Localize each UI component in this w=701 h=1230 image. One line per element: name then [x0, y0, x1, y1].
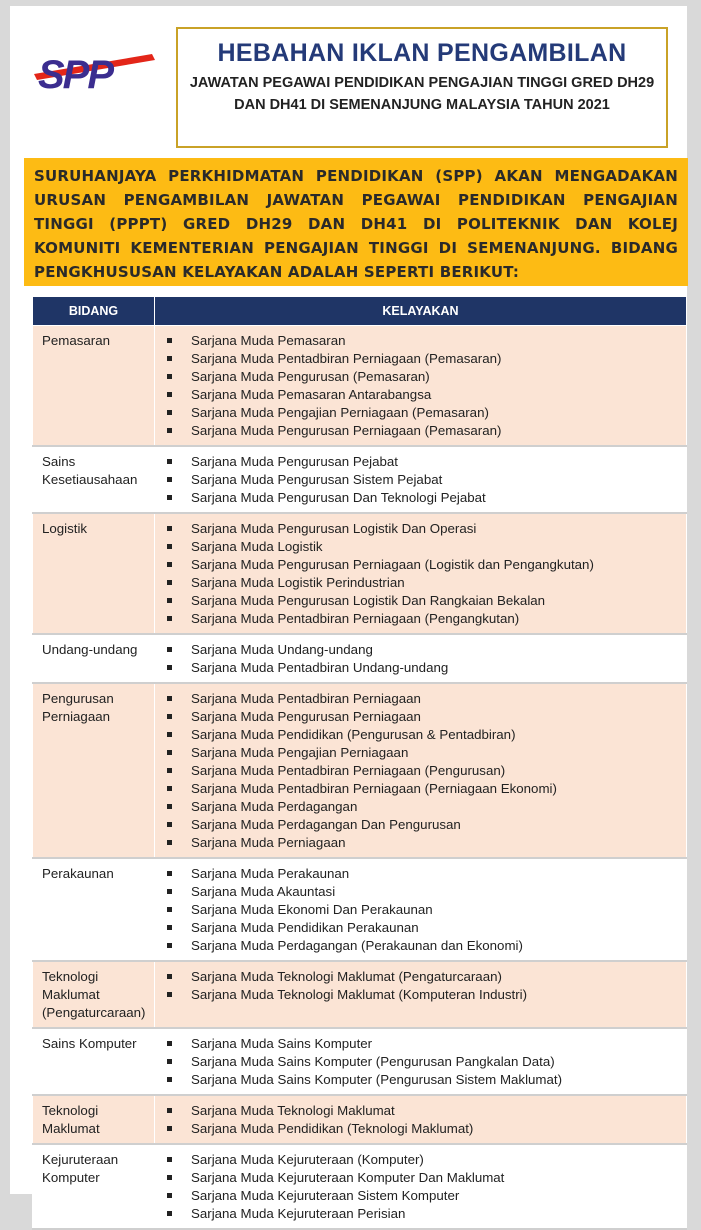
kelayakan-list: [164, 865, 678, 955]
list-item: Sarjana Muda Logistik Perindustrian: [166, 574, 678, 592]
list-item: Sarjana Muda Undang-undang: [166, 641, 678, 659]
kelayakan-cell: [155, 1028, 687, 1095]
kelayakan-list: [164, 1102, 678, 1138]
list-item: Sarjana Muda Pengurusan Perniagaan (Logistik dan Pengangkutan): [166, 556, 678, 574]
list-item: Sarjana Muda Pengajian Perniagaan: [166, 744, 678, 762]
list-item: Sarjana Muda Perdagangan (Perakaunan dan Ekonomi): [166, 937, 678, 955]
table-row: [33, 683, 687, 858]
list-item: Sarjana Muda Logistik: [166, 538, 678, 556]
kelayakan-cell: [155, 513, 687, 634]
kelayakan-list: [164, 332, 678, 440]
table-row: [33, 1144, 687, 1229]
list-item: Sarjana Muda Pengurusan (Pemasaran): [166, 368, 678, 386]
list-item: Sarjana Muda Pengurusan Pejabat: [166, 453, 678, 471]
list-item: Sarjana Muda Sains Komputer: [166, 1035, 678, 1053]
list-item: Sarjana Muda Pemasaran: [166, 332, 678, 350]
bidang-cell: Teknologi Maklumat: [33, 1095, 155, 1144]
header-bidang: BIDANG: [33, 297, 155, 326]
list-item: Sarjana Muda Perdagangan Dan Pengurusan: [166, 816, 678, 834]
bidang-cell: Undang-undang: [33, 634, 155, 683]
table-row: [33, 1028, 687, 1095]
poster: [10, 6, 687, 1221]
kelayakan-cell: [155, 683, 687, 858]
table-row: [33, 858, 687, 961]
list-item: Sarjana Muda Pengurusan Logistik Dan Operasi: [166, 520, 678, 538]
intro-banner: SURUHANJAYA PERKHIDMATAN PENDIDIKAN (SPP) AKAN MENGADAKAN URUSAN PENGAMBILAN JAWATAN PEGAWAI PENDIDIKAN PENGAJIAN TINGGI (PPPT) GRED DH29 DAN DH41 DI POLITEKNIK DAN KOLEJ KOMUNITI KEMENTERIAN PENGAJIAN TINGGI DI SEMENANJUNG. BIDANG PENGKHUSUSAN KELAYAKAN ADALAH SEPERTI BERIKUT:: [24, 158, 688, 286]
logo-lettering: SPP: [38, 53, 113, 96]
list-item: Sarjana Muda Perniagaan: [166, 834, 678, 852]
list-item: Sarjana Muda Kejuruteraan Perisian: [166, 1205, 678, 1223]
spp-logo-icon: [32, 44, 157, 96]
table-row: [33, 326, 687, 447]
kelayakan-cell: [155, 1144, 687, 1229]
list-item: Sarjana Muda Pemasaran Antarabangsa: [166, 386, 678, 404]
list-item: Sarjana Muda Pentadbiran Undang-undang: [166, 659, 678, 677]
kelayakan-cell: [155, 858, 687, 961]
list-item: Sarjana Muda Pengurusan Sistem Pejabat: [166, 471, 678, 489]
list-item: Sarjana Muda Pendidikan (Pengurusan & Pentadbiran): [166, 726, 678, 744]
list-item: Sarjana Muda Pengurusan Logistik Dan Rangkaian Bekalan: [166, 592, 678, 610]
list-item: Sarjana Muda Teknologi Maklumat (Pengaturcaraan): [166, 968, 678, 986]
list-item: Sarjana Muda Teknologi Maklumat: [166, 1102, 678, 1120]
list-item: Sarjana Muda Akauntasi: [166, 883, 678, 901]
list-item: Sarjana Muda Perakaunan: [166, 865, 678, 883]
list-item: Sarjana Muda Pendidikan (Teknologi Maklumat): [166, 1120, 678, 1138]
table-row: [33, 513, 687, 634]
list-item: Sarjana Muda Kejuruteraan (Komputer): [166, 1151, 678, 1169]
list-item: Sarjana Muda Pendidikan Perakaunan: [166, 919, 678, 937]
list-item: Sarjana Muda Ekonomi Dan Perakaunan: [166, 901, 678, 919]
table-row: [33, 634, 687, 683]
table-row: [33, 446, 687, 513]
list-item: Sarjana Muda Pentadbiran Perniagaan (Pengangkutan): [166, 610, 678, 628]
qualification-table: [32, 296, 687, 1230]
list-item: Sarjana Muda Pengajian Perniagaan (Pemasaran): [166, 404, 678, 422]
bidang-cell: Sains Komputer: [33, 1028, 155, 1095]
page-subtitle: JAWATAN PEGAWAI PENDIDIKAN PENGAJIAN TINGGI GRED DH29 DAN DH41 DI SEMENANJUNG MALAYSIA TAHUN 2021: [189, 75, 655, 113]
bidang-cell: Pemasaran: [33, 326, 155, 447]
kelayakan-list: [164, 453, 678, 507]
bidang-cell: Sains Kesetiausahaan: [33, 446, 155, 513]
table-header-row: [33, 297, 687, 326]
kelayakan-list: [164, 968, 678, 1004]
list-item: Sarjana Muda Pentadbiran Perniagaan (Pengurusan): [166, 762, 678, 780]
list-item: Sarjana Muda Perdagangan: [166, 798, 678, 816]
kelayakan-cell: [155, 326, 687, 447]
kelayakan-cell: [155, 634, 687, 683]
list-item: Sarjana Muda Sains Komputer (Pengurusan Sistem Maklumat): [166, 1071, 678, 1089]
list-item: Sarjana Muda Sains Komputer (Pengurusan Pangkalan Data): [166, 1053, 678, 1071]
bidang-cell: Teknologi Maklumat (Pengaturcaraan): [33, 961, 155, 1028]
list-item: Sarjana Muda Teknologi Maklumat (Komputeran Industri): [166, 986, 678, 1004]
kelayakan-cell: [155, 1095, 687, 1144]
table-body: [33, 326, 687, 1230]
list-item: Sarjana Muda Pentadbiran Perniagaan (Pemasaran): [166, 350, 678, 368]
table-row: [33, 1095, 687, 1144]
list-item: Sarjana Muda Pentadbiran Perniagaan (Perniagaan Ekonomi): [166, 780, 678, 798]
kelayakan-cell: [155, 446, 687, 513]
title-box: [176, 27, 668, 148]
spp-logo: [32, 44, 157, 96]
page-title: HEBAHAN IKLAN PENGAMBILAN: [217, 39, 627, 67]
list-item: Sarjana Muda Pengurusan Perniagaan (Pemasaran): [166, 422, 678, 440]
list-item: Sarjana Muda Kejuruteraan Sistem Komputer: [166, 1187, 678, 1205]
bidang-cell: Pengurusan Perniagaan: [33, 683, 155, 858]
list-item: Sarjana Muda Pengurusan Perniagaan: [166, 708, 678, 726]
bidang-cell: Logistik: [33, 513, 155, 634]
list-item: Sarjana Muda Pengurusan Dan Teknologi Pejabat: [166, 489, 678, 507]
kelayakan-list: [164, 1035, 678, 1089]
list-item: Sarjana Muda Pentadbiran Perniagaan: [166, 690, 678, 708]
table-row: [33, 961, 687, 1028]
bidang-cell: Perakaunan: [33, 858, 155, 961]
kelayakan-list: [164, 520, 678, 628]
kelayakan-cell: [155, 961, 687, 1028]
list-item: Sarjana Muda Kejuruteraan Komputer Dan Maklumat: [166, 1169, 678, 1187]
kelayakan-list: [164, 641, 678, 677]
header-kelayakan: KELAYAKAN: [155, 297, 687, 326]
kelayakan-list: [164, 1151, 678, 1223]
bidang-cell: Kejuruteraan Komputer: [33, 1144, 155, 1229]
kelayakan-list: [164, 690, 678, 852]
